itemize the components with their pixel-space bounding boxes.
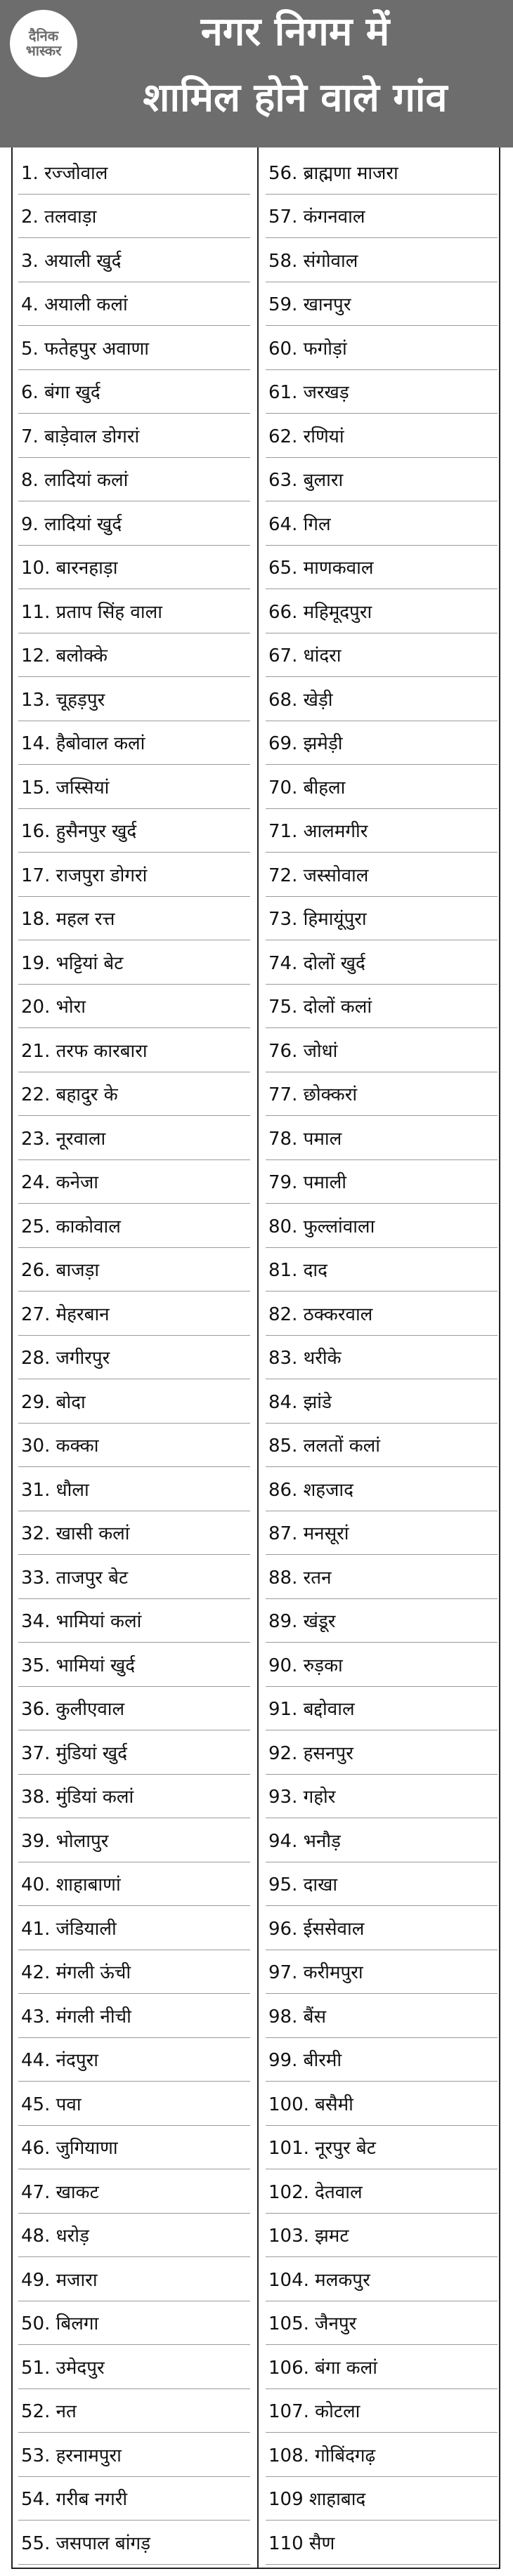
village-list-item: 12. बलोक्के	[18, 633, 250, 678]
village-list-item: 53. हरनामपुरा	[18, 2433, 250, 2477]
header-banner	[0, 0, 513, 147]
village-list-item: 79. पमाली	[266, 1160, 498, 1204]
village-list-item: 86. शहजाद	[266, 1467, 498, 1511]
village-list-item: 6. बंगा खुर्द	[18, 370, 250, 414]
logo-line-1: दैनिक	[28, 27, 59, 44]
village-list-item: 92. हसनपुर	[266, 1730, 498, 1775]
village-list-item: 30. कक्का	[18, 1424, 250, 1468]
village-list-item: 56. ब्राह्मणा माजरा	[266, 150, 498, 195]
village-list-item: 90. रुड़का	[266, 1643, 498, 1687]
village-list-item: 107. कोटला	[266, 2389, 498, 2433]
village-list-item: 26. बाजड़ा	[18, 1248, 250, 1292]
village-list-item: 70. बीहला	[266, 765, 498, 809]
village-list-item: 89. खंडूर	[266, 1599, 498, 1643]
village-list-item: 37. मुंडियां खुर्द	[18, 1730, 250, 1775]
village-list-item: 61. जरखड़	[266, 370, 498, 414]
village-list-item: 68. खेड़ी	[266, 677, 498, 721]
village-list-item: 31. धौला	[18, 1467, 250, 1511]
village-list-item: 8. लादियां कलां	[18, 458, 250, 502]
village-list-item: 104. मलकपुर	[266, 2257, 498, 2301]
village-list-item: 10. बारनहाड़ा	[18, 546, 250, 590]
village-list-item: 27. मेहरबान	[18, 1292, 250, 1336]
village-list-item: 98. बैंस	[266, 1994, 498, 2038]
village-list-item: 47. खाकट	[18, 2169, 250, 2214]
village-list-item: 64. गिल	[266, 501, 498, 546]
village-list-item: 108. गोबिंदगढ़	[266, 2433, 498, 2477]
village-list-item: 34. भामियां कलां	[18, 1599, 250, 1643]
village-list-item: 41. जंडियाली	[18, 1906, 250, 1950]
village-list-item: 11. प्रताप सिंह वाला	[18, 589, 250, 633]
village-list-item: 65. माणकवाल	[266, 546, 498, 590]
village-list-item: 109 शाहाबाद	[266, 2477, 498, 2521]
village-list-item: 50. बिलगा	[18, 2301, 250, 2346]
village-list-item: 88. रतन	[266, 1555, 498, 1599]
village-list-item: 28. जगीरपुर	[18, 1336, 250, 1380]
village-list-item: 83. थरीके	[266, 1336, 498, 1380]
village-list-item: 52. नत	[18, 2389, 250, 2433]
village-list-item: 77. छोक्करां	[266, 1072, 498, 1117]
village-list-item: 5. फतेहपुर अवाणा	[18, 326, 250, 370]
village-list-item: 55. जसपाल बांगड़	[18, 2521, 250, 2565]
village-list-item: 48. धरोड़	[18, 2214, 250, 2258]
right-column	[266, 150, 498, 2565]
village-list-item: 1. रज्जोवाल	[18, 150, 250, 195]
village-list-item: 46. जुगियाणा	[18, 2126, 250, 2170]
village-list-item: 93. गहोर	[266, 1775, 498, 1819]
village-list-item: 44. नंदपुरा	[18, 2038, 250, 2082]
village-list-item: 106. बंगा कलां	[266, 2345, 498, 2389]
village-list-item: 22. बहादुर के	[18, 1072, 250, 1117]
village-list-item: 99. बीरमी	[266, 2038, 498, 2082]
village-list-item: 63. बुलारा	[266, 458, 498, 502]
village-list-item: 20. भोरा	[18, 985, 250, 1029]
village-list-item: 80. फुल्लांवाला	[266, 1204, 498, 1248]
village-list-item: 76. जोधां	[266, 1028, 498, 1072]
village-list-item: 69. झमेड़ी	[266, 721, 498, 765]
village-list-item: 35. भामियां खुर्द	[18, 1643, 250, 1687]
village-list-item: 18. महल रत्त	[18, 897, 250, 941]
village-list-item: 81. दाद	[266, 1248, 498, 1292]
village-list-item: 16. हुसैनपुर खुर्द	[18, 809, 250, 853]
village-list-item: 45. पवा	[18, 2082, 250, 2126]
village-list-item: 95. दाखा	[266, 1862, 498, 1907]
village-list-item: 85. ललतों कलां	[266, 1424, 498, 1468]
logo-line-2: भास्कर	[25, 42, 62, 59]
village-list-item: 62. रणियां	[266, 414, 498, 458]
village-list-item: 51. उमेदपुर	[18, 2345, 250, 2389]
village-list-item: 94. भनौड़	[266, 1818, 498, 1862]
village-list-item: 33. ताजपुर बेट	[18, 1555, 250, 1599]
village-list-item: 3. अयाली खुर्द	[18, 238, 250, 282]
village-list-item: 87. मनसूरां	[266, 1511, 498, 1556]
village-list-table	[11, 147, 500, 2569]
village-list-item: 75. दोलों कलां	[266, 985, 498, 1029]
village-list-item: 58. संगोवाल	[266, 238, 498, 282]
village-list-item: 73. हिमायूंपुरा	[266, 897, 498, 941]
village-list-item: 17. राजपुरा डोगरां	[18, 853, 250, 897]
village-list-item: 102. देतवाल	[266, 2169, 498, 2214]
village-list-item: 91. बद्दोवाल	[266, 1687, 498, 1731]
village-list-item: 38. मुंडियां कलां	[18, 1775, 250, 1819]
village-list-item: 4. अयाली कलां	[18, 282, 250, 327]
village-list-item: 101. नूरपुर बेट	[266, 2126, 498, 2170]
village-list-item: 100. बसैमी	[266, 2082, 498, 2126]
village-list-item: 96. ईससेवाल	[266, 1906, 498, 1950]
village-list-item: 42. मंगली ऊंची	[18, 1950, 250, 1995]
village-list-item: 7. बाड़ेवाल डोगरां	[18, 414, 250, 458]
village-list-item: 57. कंगनवाल	[266, 195, 498, 239]
village-list-item: 59. खानपुर	[266, 282, 498, 327]
page-title-line-1: नगर निगम में	[200, 9, 390, 55]
village-list-item: 66. महिमूदपुरा	[266, 589, 498, 633]
dainik-bhaskar-logo	[10, 10, 77, 77]
village-list-item: 43. मंगली नीची	[18, 1994, 250, 2038]
village-list-item: 14. हैबोवाल कलां	[18, 721, 250, 765]
village-list-item: 84. झांडे	[266, 1379, 498, 1424]
village-list-item: 82. ठक्करवाल	[266, 1292, 498, 1336]
column-divider	[257, 147, 259, 2568]
village-list-item: 54. गरीब नगरी	[18, 2477, 250, 2521]
village-list-item: 15. जस्सियां	[18, 765, 250, 809]
village-list-item: 110 सैण	[266, 2521, 498, 2565]
village-list-item: 21. तरफ कारबारा	[18, 1028, 250, 1072]
village-list-item: 25. काकोवाल	[18, 1204, 250, 1248]
village-list-item: 29. बोदा	[18, 1379, 250, 1424]
left-column	[18, 150, 250, 2565]
village-list-item: 71. आलमगीर	[266, 809, 498, 853]
village-list-item: 103. झमट	[266, 2214, 498, 2258]
village-list-item: 19. भट्टियां बेट	[18, 940, 250, 985]
village-list-item: 67. धांदरा	[266, 633, 498, 678]
village-list-item: 2. तलवाड़ा	[18, 195, 250, 239]
village-list-item: 24. कनेजा	[18, 1160, 250, 1204]
village-list-item: 23. नूरवाला	[18, 1116, 250, 1160]
village-list-item: 78. पमाल	[266, 1116, 498, 1160]
village-list-item: 97. करीमपुरा	[266, 1950, 498, 1995]
village-list-item: 13. चूहड़पुर	[18, 677, 250, 721]
village-list-item: 39. भोलापुर	[18, 1818, 250, 1862]
village-list-item: 32. खासी कलां	[18, 1511, 250, 1556]
village-list-item: 105. जैनपुर	[266, 2301, 498, 2346]
village-list-item: 74. दोलों खुर्द	[266, 940, 498, 985]
village-list-item: 49. मजारा	[18, 2257, 250, 2301]
village-list-item: 36. कुलीएवाल	[18, 1687, 250, 1731]
page-title-line-2: शामिल होने वाले गांव	[143, 75, 448, 121]
village-list-item: 72. जस्सोवाल	[266, 853, 498, 897]
village-list-item: 9. लादियां खुर्द	[18, 501, 250, 546]
village-list-item: 40. शाहाबाणां	[18, 1862, 250, 1907]
village-list-item: 60. फगोड़ां	[266, 326, 498, 370]
